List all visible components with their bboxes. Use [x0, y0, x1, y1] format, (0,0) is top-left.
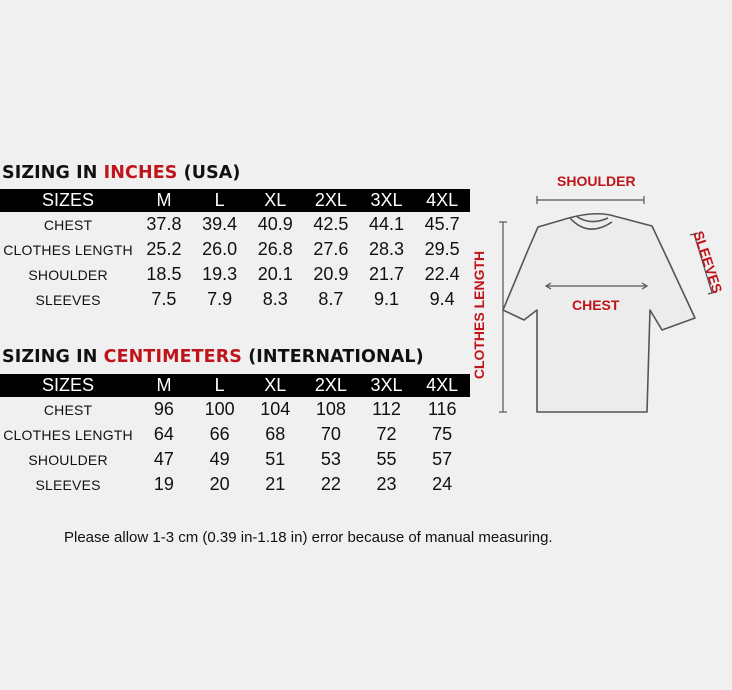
table-cell: 96 [153, 399, 174, 419]
table-row [0, 262, 470, 287]
table-cell: 9.4 [429, 289, 455, 309]
row-label: CHEST [43, 401, 93, 418]
row-label: SHOULDER [28, 451, 108, 468]
table-row [0, 422, 470, 447]
table-cell: 26.0 [202, 239, 238, 259]
table-row [0, 447, 470, 472]
tshirt-diagram [490, 160, 732, 420]
table-cell: 19.3 [202, 264, 238, 284]
table-cell: 116 [427, 399, 457, 419]
table-cell: 20.9 [313, 264, 349, 284]
clothes-length-label: CLOTHES LENGTH [471, 250, 487, 380]
table-cell: 75 [432, 424, 453, 444]
table-cell: 20 [209, 474, 230, 494]
table-cell: 40.9 [257, 214, 293, 234]
row-label: SLEEVES [35, 291, 101, 308]
table-cell: 19 [153, 474, 174, 494]
sleeves-label: SLEEVES [690, 228, 726, 296]
table-cell: 20.1 [257, 264, 293, 284]
table-cell: 27.6 [313, 239, 349, 259]
header-cell: 4XL [414, 189, 470, 212]
cm-title-suffix: (INTERNATIONAL) [242, 347, 424, 367]
table-cell: 112 [372, 399, 401, 419]
header-cell: SIZES [0, 374, 136, 397]
table-cell: 68 [265, 424, 286, 444]
table-cell: 39.4 [202, 214, 238, 234]
table-cell: 104 [260, 399, 291, 419]
inches-title-highlight: INCHES [103, 163, 178, 183]
centimeters-size-table [0, 374, 470, 497]
table-cell: 21 [265, 474, 286, 494]
inches-section-title [2, 163, 241, 183]
table-cell: 8.7 [318, 289, 344, 309]
table-cell: 21.7 [368, 264, 405, 284]
header-cell: M [136, 189, 192, 212]
table-cell: 29.5 [424, 239, 460, 259]
header-cell: 3XL [359, 189, 415, 212]
table-cell: 42.5 [313, 214, 349, 234]
table-cell: 7.9 [207, 289, 233, 309]
header-cell: 2XL [303, 374, 359, 397]
table-cell: 47 [153, 449, 174, 469]
table-cell: 70 [320, 424, 341, 444]
table-header-row [0, 189, 470, 212]
table-cell: 57 [432, 449, 453, 469]
inches-size-table [0, 189, 470, 312]
inches-title-prefix: SIZING IN [2, 163, 104, 183]
table-cell: 55 [376, 449, 397, 469]
table-row [0, 287, 470, 312]
header-cell: 4XL [414, 374, 470, 397]
table-cell: 8.3 [262, 289, 288, 309]
table-cell: 28.3 [368, 239, 405, 259]
centimeters-section-title [2, 347, 424, 367]
table-cell: 45.7 [424, 214, 460, 234]
table-cell: 22 [320, 474, 341, 494]
chest-label: CHEST [572, 297, 620, 313]
row-label: CHEST [43, 216, 93, 233]
table-cell: 25.2 [146, 239, 182, 259]
table-row [0, 212, 470, 237]
table-cell: 49 [209, 449, 230, 469]
table-row [0, 237, 470, 262]
table-cell: 53 [320, 449, 341, 469]
table-row [0, 472, 470, 497]
header-cell: L [192, 374, 248, 397]
table-cell: 64 [153, 424, 174, 444]
table-cell: 7.5 [151, 289, 177, 309]
header-cell: 2XL [303, 189, 359, 212]
table-cell: 72 [376, 424, 397, 444]
table-cell: 26.8 [257, 239, 293, 259]
row-label: SHOULDER [28, 266, 108, 283]
header-cell: 3XL [359, 374, 415, 397]
shoulder-label: SHOULDER [557, 173, 636, 189]
header-cell: L [192, 189, 248, 212]
table-cell: 37.8 [146, 214, 182, 234]
table-cell: 23 [376, 474, 397, 494]
cm-title-highlight: CENTIMETERS [103, 347, 243, 367]
table-cell: 18.5 [146, 264, 182, 284]
header-cell: XL [247, 374, 303, 397]
table-cell: 22.4 [424, 264, 460, 284]
table-cell: 9.1 [373, 289, 400, 309]
header-cell: XL [247, 189, 303, 212]
table-cell: 66 [209, 424, 230, 444]
measurement-note: Please allow 1-3 cm (0.39 in-1.18 in) error because of manual measuring. [64, 529, 553, 546]
header-cell: M [136, 374, 192, 397]
table-header-row [0, 374, 470, 397]
table-cell: 44.1 [368, 214, 405, 234]
table-cell: 108 [315, 399, 346, 419]
table-cell: 24 [432, 474, 453, 494]
row-label: CLOTHES LENGTH [3, 426, 133, 443]
header-cell: SIZES [0, 189, 136, 212]
inches-title-suffix: (USA) [177, 163, 241, 183]
table-cell: 51 [265, 449, 286, 469]
row-label: CLOTHES LENGTH [3, 241, 133, 258]
cm-title-prefix: SIZING IN [2, 347, 104, 367]
table-cell: 100 [204, 399, 235, 419]
table-row [0, 397, 470, 422]
row-label: SLEEVES [35, 476, 101, 493]
